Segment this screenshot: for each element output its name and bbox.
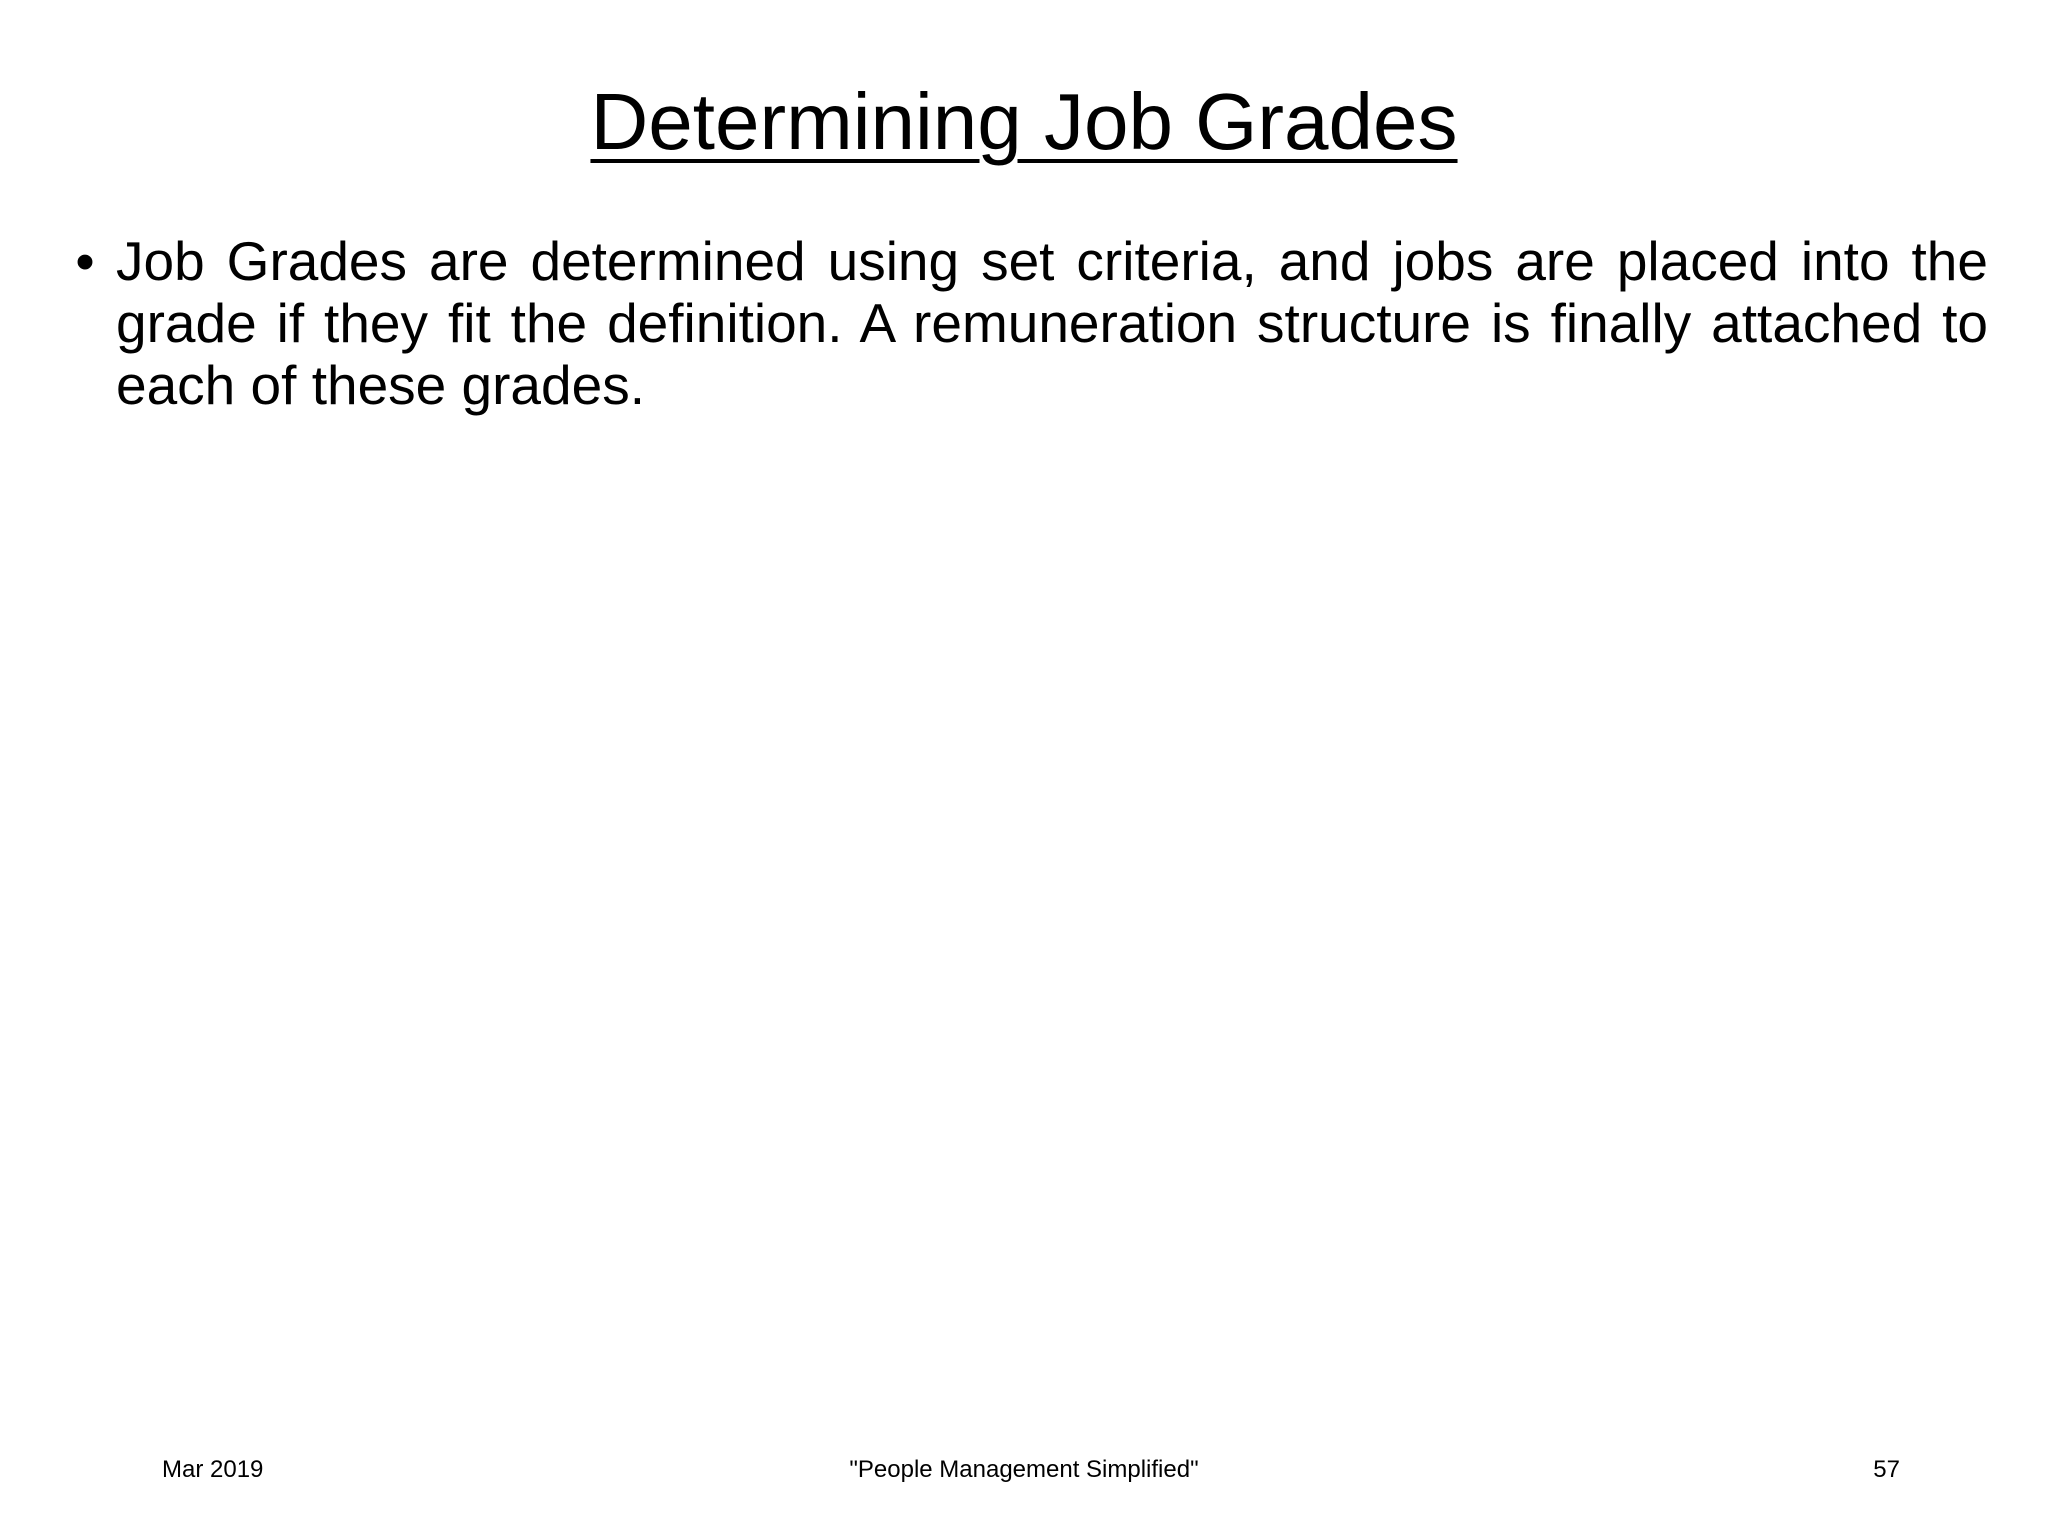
bullet-icon: • — [75, 230, 95, 292]
footer-date: Mar 2019 — [162, 1456, 264, 1483]
footer-title: "People Management Simplified" — [849, 1456, 1199, 1483]
bullet-list — [70, 230, 1988, 416]
slide-title-text: Determining Job Grades — [590, 77, 1458, 166]
bullet-text: Job Grades are determined using set criteria, and jobs are placed into the grade if they fit the definition. A remuneration structure is finally attached to each of these grades. — [116, 230, 1988, 416]
page-number: 57 — [1873, 1456, 1900, 1483]
slide-title — [0, 72, 2048, 172]
bullet-item — [70, 230, 1988, 416]
